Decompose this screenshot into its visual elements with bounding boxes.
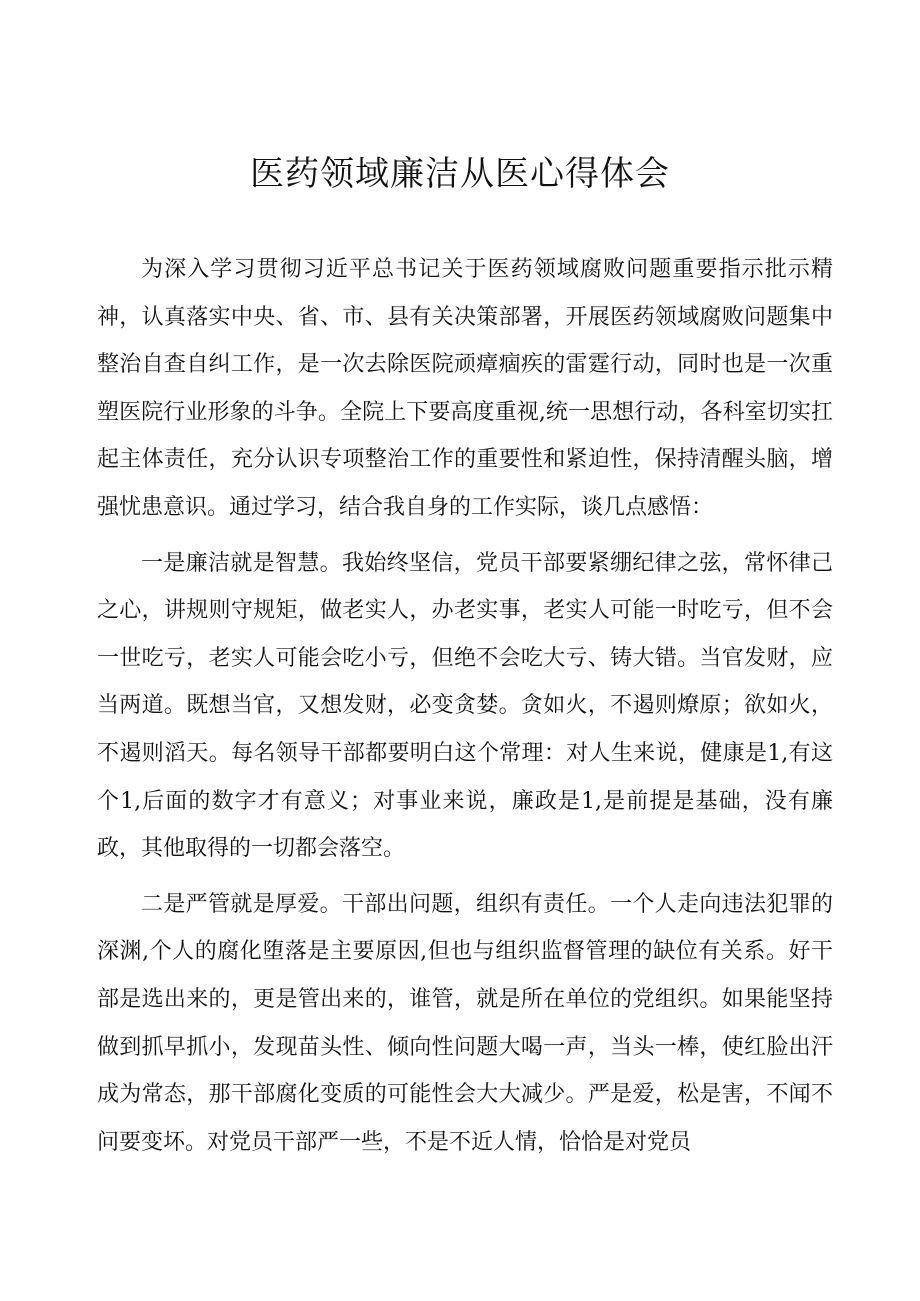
paragraph-intro: 为深入学习贯彻习近平总书记关于医药领域腐败问题重要指示批示精神，认真落实中央、省、市、县有关决策部署，开展医药领域腐败问题集中整治自查自纠工作，是一次去除医院顽瘴痼疾的雷霆行动，同时也是一次重塑医院行业形象的斗争。全院上下要高度重视,统一思想行动，各科室切实扛起主体责任，充分认识专项整治工作的重要性和紧迫性，保持清醒头脑，增强忧患意识。通过学习，结合我自身的工作实际，谈几点感悟： — [97, 257, 833, 520]
paragraph-integrity-is-wisdom: 一是廉洁就是智慧。我始终坚信，党员干部要紧绷纪律之弦，常怀律己之心，讲规则守规矩，做老实人，办老实事，老实人可能一时吃亏，但不会一世吃亏，老实人可能会吃小亏，但绝不会吃大亏、铸大错。当官发财，应当两道。既想当官，又想发财，必变贪婪。贪如火，不遏则燎原；欲如火，不遏则滔天。每名领导干部都要明白这个常理：对人生来说，健康是1,有这个1,后面的数字才有意义；对事业来说，廉政是1,是前提是基础，没有廉政，其他取得的一切都会落空。 — [97, 550, 833, 862]
paragraph-strict-management-is-care: 二是严管就是厚爱。干部出问题，组织有责任。一个人走向违法犯罪的深渊,个人的腐化堕落是主要原因,但也与组织监督管理的缺位有关系。好干部是选出来的，更是管出来的，谁管，就是所在单位的党组织。如果能坚持做到抓早抓小，发现苗头性、倾向性问题大喝一声，当头一棒，使红脸出汗成为常态，那干部腐化变质的可能性会大大减少。严是爱，松是害，不闻不问要变坏。对党员干部严一些，不是不近人情，恰恰是对党员 — [97, 891, 833, 1155]
document-title: 医药领域廉洁从医心得体会 — [250, 154, 670, 194]
document-body — [97, 246, 833, 1174]
